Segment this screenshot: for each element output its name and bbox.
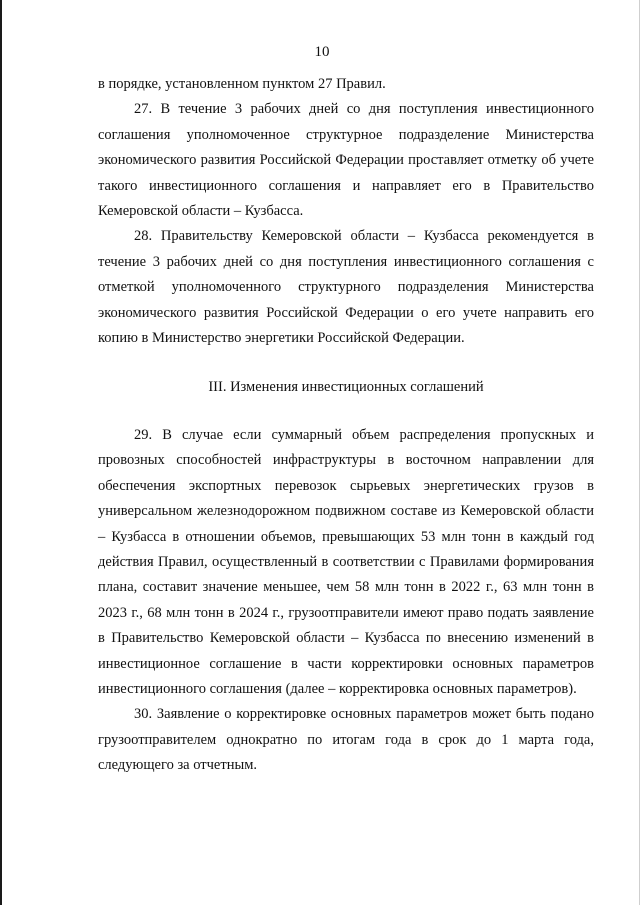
page-number: 10 — [314, 44, 330, 60]
paragraph-30: 30. Заявление о корректировке основных параметров может быть подано грузоотправителем однократно по итогам года в срок до 1 марта года, следующего за отчетным. — [98, 706, 594, 774]
paragraph-27: 27. В течение 3 рабочих дней со дня поступления инвестиционного соглашения уполномоченное структурное подразделение Министерства экономического развития Российской Федерации проставляет отметку об учете такого инвестиционного соглашения и направляет его в Правительство Кемеровской области – Кузбасса. — [98, 101, 594, 220]
paragraph-29: 29. В случае если суммарный объем распределения пропускных и провозных способностей инфраструктуры в восточном направлении для обеспечения экспортных перевозок сырьевых энергетических грузов в универсальном железнодорожном подвижном составе из Кемеровской области – Кузбасса в отношении объемов, превышающих 53 млн тонн в каждый год действия Правил, осуществленный в соответствии с Правилами формирования плана, составит значение меньшее, чем 58 млн тонн в 2022 г., 63 млн тонн в 2023 г., 68 млн тонн в 2024 г., грузоотправители имеют право подать заявление в Правительство Кемеровской области – Кузбасса по внесению изменений в инвестиционное соглашение в части корректировки основных параметров инвестиционного соглашения (далее – корректировка основных параметров). — [98, 426, 594, 697]
section-heading: III. Изменения инвестиционных соглашений — [208, 379, 484, 396]
paragraph-28: 28. Правительству Кемеровской области – Кузбасса рекомендуется в течение 3 рабочих дней со дня поступления инвестиционного соглашения с отметкой уполномоченного структурного подразделения Министерства экономического развития Российской Федерации о его учете направить его копию в Министерство энергетики Российской Федерации. — [98, 228, 594, 347]
paragraph-continuation: в порядке, установленном пунктом 27 Правил. — [98, 76, 386, 92]
document-body — [98, 72, 594, 779]
